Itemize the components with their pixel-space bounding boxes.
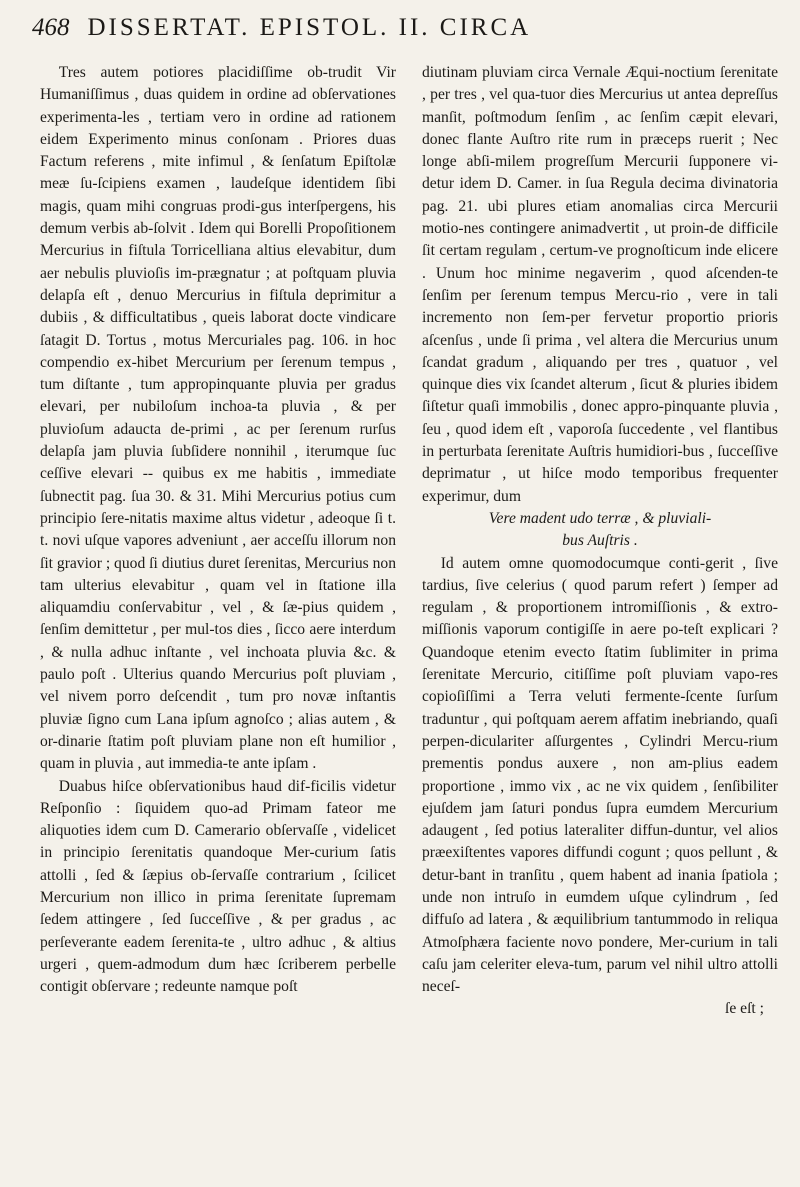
left-column [40, 62, 396, 1172]
page-number: 468 [32, 14, 70, 41]
paragraph: diutinam pluviam circa Vernale Æqui-noctium ſerenitate , per tres , vel qua-tuor dies Mercurius ut antea depreſſus manſit, poſtmodum ſenſim , ac ſenſim cæpit elevari, donec flante Auſtro rite rum in præceps ruerit ; Nec longe abſi-milem progreſſum Mercurii ſupponere vi-detur idem D. Camer. in ſua Regula decima divinatoria pag. 21. ubi plures etiam anomalias circa Mercurii motio-nes contingere animadvertit , ut proin-de difficile ſit certam regulam , certum-ve prognoſticum inde elicere . Unum hoc minime negaverim , quod aſcenden-te ſenſim per ſerenum tempus Mercu-rio , vere in tali incremento non ſem-per fervetur proportio prioris aſcenſus , unde ſi prima , vel altera die Mercurius unum ſcandat gradum , aliquando per tres , quatuor , vel quinque dies vix ſcandet alterum , ſicut & pluries ibidem ſiſtetur quaſi immobilis , donec appro-pinquante pluvia , ſeu , quod idem eſt , vaporoſa ſuccedente , vel flantibus in perturbata ſerenitate Auſtris humidiori-bus , ſucceſſive deprimatur , ut hiſce modo temporibus frequenter experimur, dum [422, 64, 778, 505]
catchword: ſe eſt ; [725, 1000, 764, 1018]
verse-quotation-line: bus Auſtris . [562, 532, 638, 550]
right-column [422, 62, 778, 1172]
running-title: DISSERTAT. EPISTOL. II. CIRCA [87, 14, 532, 41]
running-header [32, 14, 760, 54]
text-columns [40, 62, 778, 1172]
verse-quotation-line: Vere madent udo terræ , & pluviali- [488, 509, 712, 527]
paragraph: Tres autem potiores placidiſſime ob-trudit Vir Humaniſſimus , duas quidem in ordine ad obſervationes experimenta-les , tertiam vero in ordine ad rationem eidem Experimento minus conſonam . Priores duas Factum referens , mite infimul , & ſenſatum Epiſtolæ meæ ſu-ſcipiens examen , laudeſque identidem ſibi magis, quam mihi congruas prodi-gus interſpergens, his demum verbis ab-ſolvit . Idem qui Borelli Propoſitionem Mercurius in fiſtula Torricelliana altius elevabitur, dum aer nebulis pluvioſis im-prægnatur ; at poſtquam pluvia delapſa eſt , denuo Mercurius in fiſtula deprimitur a dubiis , & difficultatibus , queis laborat docte vindicare ſatagit D. Tortus , motus Mercuriales pag. 106. in hoc compendio ex-hibet Mercurium per ſerenum tempus , tum diſtante , tum appropinquante pluvia per gradus elevari, per nubiloſum inchoa-ta pluvia , & per pluvioſum adaucta de-primi , ac per ſerenum rurſus delapſa jam pluvia ſubſidere nonnihil , iterumque ſuc ceſſive elevari -- quibus ex me habitis , immediate ſubnectit pag. ſua 30. & 31. Mihi Mercurius potius cum principio ſere-nitatis maxime altus videtur , adeoque ſi t. t. novi uſque vapores adveniunt , aer acceſſu illorum non ſit gravior ; quod ſi diutius duret ſerenitas, Mercurius non tam ulterius elevabitur , quam vel in ſtatione illa aliquamdiu conſervabitur , vel , & ſæ-pius quidem , ſenſim demittetur , per mul-tos dies , ſicco aere interdum , & nulla adhuc inſtante , vel inchoata pluvia &c. & paulo poſt . Ulterius quando Mercurius poſt pluviam , vel nivem porro deſcendit , tum pro novæ inſtantis pluviæ ſigno cum Lana ipſum agnoſco ; alias autem , & or-dinarie ſtatim poſt pluviam plane non eſt humilior , quam in pluvia , aut immedia-te ante ipſam . [40, 64, 396, 773]
paragraph: Duabus hiſce obſervationibus haud dif-ficilis videtur Reſponſio : ſiquidem quo-ad Primam fateor me aliquoties idem cum D. Camerario obſervaſſe , videlicet in principio ſerenitatis quandoque Mer-curium ſatis attolli , ſed & ſæpius ob-ſervaſſe contrarium , ſcilicet Mercurium non illico in prima ſerenitate ſupremam ſedem attingere , ſed ſucceſſive , & per gradus , ac perſeverante eadem ſerenita-te , ultro adhuc , & altius urgeri , quem-admodum dum hæc ſcriberem perbelle contigit obſervare ; redeunte namque poſt [40, 777, 396, 996]
paragraph: Id autem omne quomodocumque conti-gerit , ſive tardius, ſive celerius ( quod parum refert ) ſemper ad regulam , & proportionem intromiſſionis , & extro-miſſionis vaporum contigiſſe in aere po-teſt explicari ? Quandoque etenim evecto ſtatim ſublimiter in prima ſerenitate Mercurio, citiſſime poſt pluviam vapo-res copioſiſſimi a Terra veluti fermente-ſcente ſurſum traduntur , qui poſtquam aerem affatim inebriando, quaſi perpen-diculariter aſſurgentes , Cylindri Mercu-rium prementis pondus auxere , non am-plius eadem proportione , immo vix , ac ne vix quidem , ſenſibiliter ejuſdem jam ſaturi pondus ſupra eumdem Mercurium adaugent , ſed potius lateraliter diffun-duntur, vel alios præexiſtentes vapores diffundi cogunt ; quos pellunt , & detur-bant in tranſitu , quem habent ad inania ſpatiola ; unde non intruſo in eumdem uſque cylindrum , ſed diffuſo ad latera , & æquilibrium tantummodo in reliqua Atmoſphæra faciente novo pondere, Mer-curium in tali caſu jam celeriter eleva-tum, parum vel nihil ultro attolli neceſ- [422, 554, 778, 996]
